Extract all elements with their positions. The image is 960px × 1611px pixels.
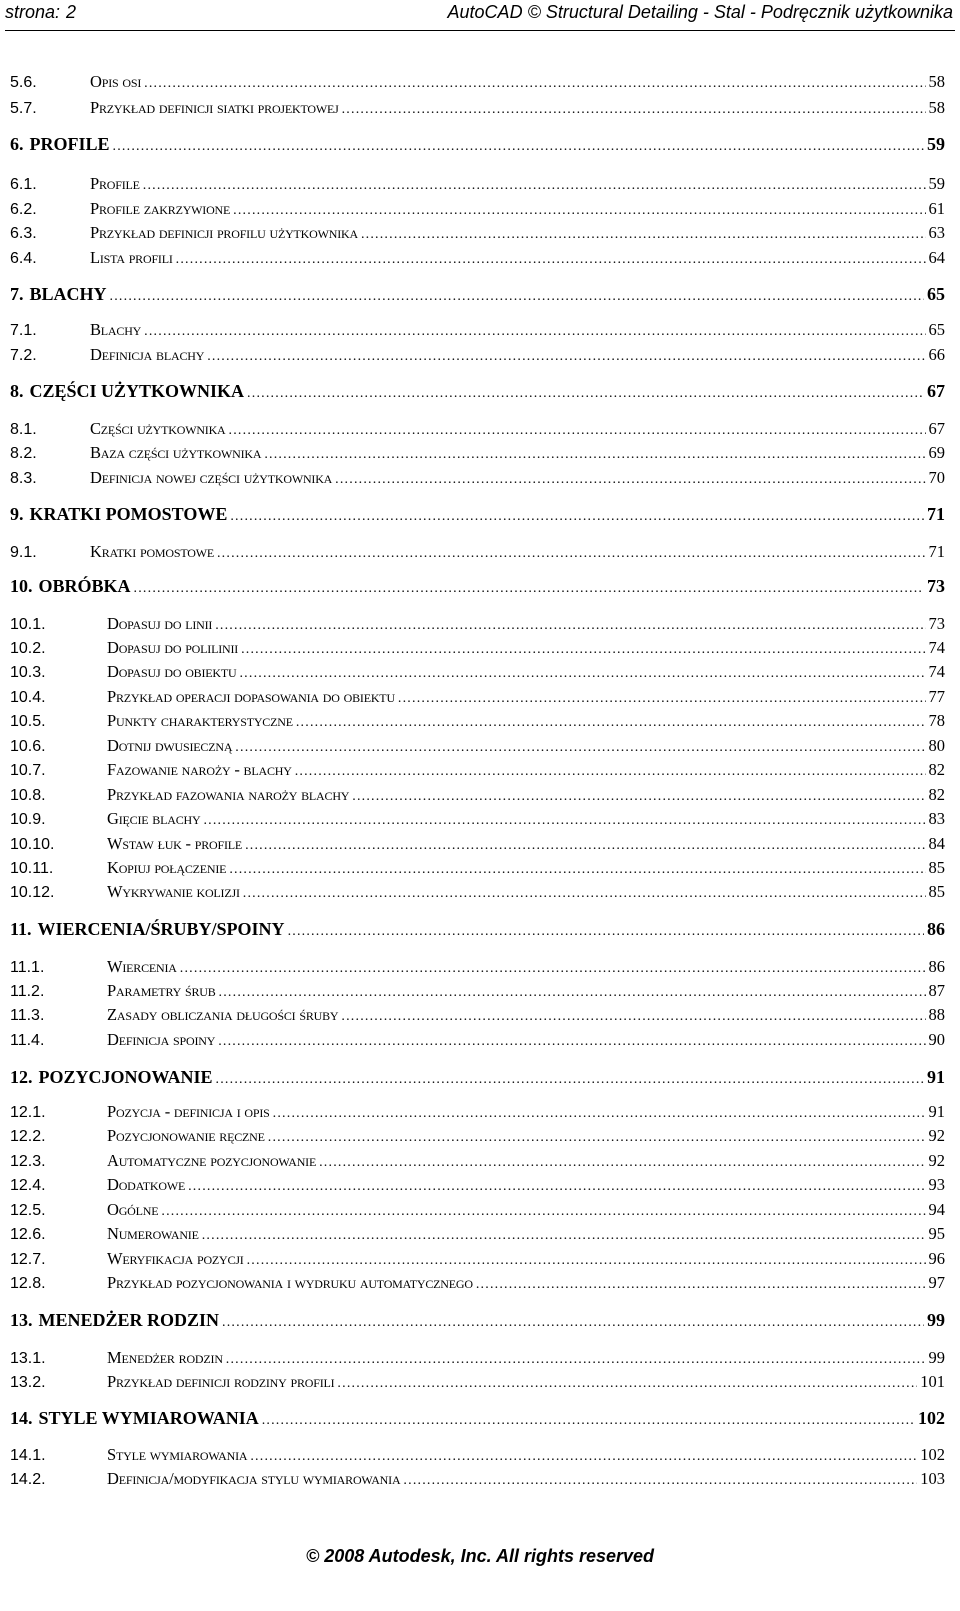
toc-entry-number: 5.6. — [10, 74, 37, 91]
toc-entry-title: Części użytkownika — [90, 419, 226, 438]
toc-entry-title: Baza części użytkownika — [90, 443, 262, 462]
toc-entry-page: 83 — [928, 809, 945, 828]
toc-entry-page: 85 — [928, 882, 945, 901]
toc-dot-leader — [207, 349, 925, 365]
toc-entry-title: Przykład definicji rodziny profili — [107, 1372, 335, 1391]
toc-section-entry[interactable] — [10, 98, 945, 118]
toc-chapter-entry[interactable] — [10, 576, 945, 597]
toc-dot-leader — [296, 715, 926, 731]
toc-entry-page: 77 — [928, 687, 945, 706]
toc-entry-number: 12.3. — [10, 1153, 46, 1170]
toc-dot-leader — [203, 813, 925, 829]
toc-entry-page: 91 — [927, 1067, 945, 1087]
toc-dot-leader — [264, 447, 925, 463]
toc-dot-leader — [403, 1473, 917, 1489]
toc-entry-title: Parametry śrub — [107, 981, 216, 1000]
page-number: 2 — [66, 2, 77, 22]
toc-entry-title: Profile zakrzywione — [90, 199, 231, 218]
toc-entry-page: 82 — [928, 785, 945, 804]
toc-dot-leader — [229, 862, 925, 878]
toc-dot-leader — [337, 1376, 917, 1392]
toc-entry-number: 6.4. — [10, 250, 37, 267]
toc-entry-number: 10.12. — [10, 884, 55, 901]
toc-entry-title: Style wymiarowania — [107, 1445, 248, 1464]
toc-section-entry[interactable] — [10, 320, 945, 340]
toc-dot-leader — [262, 1413, 915, 1429]
toc-entry-page: 85 — [928, 858, 945, 877]
toc-entry-page: 78 — [928, 711, 945, 730]
toc-entry-page: 65 — [928, 320, 945, 339]
toc-entry-number: 10.3. — [10, 664, 46, 681]
toc-entry-number: 10. — [10, 576, 33, 596]
toc-entry-number: 13.2. — [10, 1374, 46, 1391]
toc-entry-title: Dopasuj do obiektu — [107, 662, 237, 681]
toc-section-entry[interactable] — [10, 174, 945, 194]
toc-entry-number: 13. — [10, 1310, 33, 1330]
toc-chapter-entry[interactable] — [10, 134, 945, 155]
toc-section-entry[interactable] — [10, 542, 945, 562]
toc-entry-page: 90 — [928, 1030, 945, 1049]
toc-entry-title: Przykład definicji siatki projektowej — [90, 98, 339, 117]
toc-dot-leader — [218, 1034, 925, 1050]
toc-entry-number: 10.10. — [10, 836, 55, 853]
toc-entry-number: 7.2. — [10, 347, 37, 364]
toc-entry-title: Dopasuj do linii — [107, 614, 213, 633]
toc-entry-title: Automatyczne pozycjonowanie — [107, 1151, 317, 1170]
toc-section-entry[interactable] — [10, 785, 945, 805]
toc-dot-leader — [176, 252, 926, 268]
toc-entry-title: Przykład definicji profilu użytkownika — [90, 223, 358, 242]
toc-section-entry[interactable] — [10, 736, 945, 756]
toc-entry-title: Przykład pozycjonowania i wydruku automatycznego — [107, 1273, 473, 1292]
toc-entry-title: Menedżer rodzin — [107, 1348, 223, 1367]
toc-entry-page: 69 — [928, 443, 945, 462]
toc-section-entry[interactable] — [10, 1175, 945, 1195]
toc-dot-leader — [476, 1277, 926, 1293]
toc-entry-title: Kopiuj połączenie — [107, 858, 227, 877]
toc-entry-number: 7.1. — [10, 322, 37, 339]
toc-dot-leader — [188, 1179, 925, 1195]
toc-dot-leader — [226, 1352, 926, 1368]
toc-entry-number: 12.7. — [10, 1251, 46, 1268]
toc-entry-title: Profile — [90, 174, 140, 193]
toc-entry-title: Gięcie blachy — [107, 809, 201, 828]
toc-entry-page: 88 — [928, 1005, 945, 1024]
toc-entry-title: Przykład fazowania naroży blachy — [107, 785, 350, 804]
toc-entry-number: 12.8. — [10, 1275, 46, 1292]
toc-entry-page: 95 — [928, 1224, 945, 1243]
toc-chapter-entry[interactable] — [10, 919, 945, 940]
toc-entry-number: 11. — [10, 919, 32, 939]
toc-entry-title: Definicja blachy — [90, 345, 205, 364]
toc-section-entry[interactable] — [10, 858, 945, 878]
toc-entry-number: 12.5. — [10, 1202, 46, 1219]
toc-section-entry[interactable] — [10, 1348, 945, 1368]
toc-entry-page: 86 — [927, 919, 945, 939]
toc-entry-title: Opis osi — [90, 72, 142, 91]
toc-entry-title: Definicja/modyfikacja stylu wymiarowania — [107, 1469, 401, 1488]
toc-entry-page: 102 — [920, 1445, 945, 1464]
toc-dot-leader — [216, 1072, 924, 1088]
toc-chapter-entry[interactable] — [10, 1408, 945, 1429]
toc-entry-page: 73 — [928, 614, 945, 633]
toc-entry-page: 84 — [928, 834, 945, 853]
toc-section-entry[interactable] — [10, 1273, 945, 1293]
toc-dot-leader — [180, 961, 926, 977]
toc-dot-leader — [113, 139, 924, 155]
toc-entry-title: Blachy — [90, 320, 142, 339]
toc-section-entry[interactable] — [10, 72, 945, 92]
toc-entry-number: 8.3. — [10, 470, 37, 487]
toc-section-entry[interactable] — [10, 468, 945, 488]
toc-entry-title: POZYCJONOWANIE — [38, 1067, 213, 1087]
toc-dot-leader — [134, 581, 924, 597]
toc-entry-title: Ogólne — [107, 1200, 159, 1219]
toc-dot-leader — [342, 102, 926, 118]
toc-dot-leader — [143, 178, 926, 194]
toc-dot-leader — [241, 642, 925, 658]
toc-dot-leader — [235, 740, 925, 756]
toc-entry-title: Wstaw łuk - profile — [107, 834, 243, 853]
toc-entry-number: 13.1. — [10, 1350, 46, 1367]
toc-section-entry[interactable] — [10, 223, 945, 243]
toc-entry-number: 10.7. — [10, 762, 46, 779]
toc-entry-title: Dodatkowe — [107, 1175, 186, 1194]
toc-dot-leader — [229, 423, 926, 439]
toc-entry-title: Weryfikacja pozycji — [107, 1249, 244, 1268]
toc-section-entry[interactable] — [10, 1372, 945, 1392]
toc-entry-title: Punkty charakterystyczne — [107, 711, 293, 730]
toc-entry-page: 103 — [920, 1469, 945, 1488]
toc-entry-number: 9.1. — [10, 544, 37, 561]
toc-entry-page: 91 — [928, 1102, 945, 1121]
toc-entry-page: 71 — [927, 504, 945, 524]
toc-section-entry[interactable] — [10, 1200, 945, 1220]
toc-entry-number: 10.8. — [10, 787, 46, 804]
toc-entry-number: 8. — [10, 381, 24, 401]
toc-entry-page: 86 — [928, 957, 945, 976]
toc-dot-leader — [319, 1155, 925, 1171]
toc-entry-number: 12.4. — [10, 1177, 46, 1194]
toc-entry-title: MENEDŻER RODZIN — [38, 1310, 220, 1330]
toc-dot-leader — [239, 666, 925, 682]
toc-entry-number: 10.9. — [10, 811, 46, 828]
toc-dot-leader — [341, 1009, 925, 1025]
toc-section-entry[interactable] — [10, 614, 945, 634]
toc-dot-leader — [243, 886, 926, 902]
toc-entry-number: 10.6. — [10, 738, 46, 755]
toc-entry-title: Lista profili — [90, 248, 173, 267]
toc-entry-title: Pozycjonowanie ręczne — [107, 1126, 265, 1145]
toc-entry-number: 12.6. — [10, 1226, 46, 1243]
toc-section-entry[interactable] — [10, 1102, 945, 1122]
toc-entry-page: 58 — [928, 72, 945, 91]
toc-dot-leader — [233, 203, 925, 219]
toc-entry-page: 102 — [918, 1408, 945, 1428]
toc-dot-leader — [245, 838, 925, 854]
toc-entry-number: 12.2. — [10, 1128, 46, 1145]
toc-dot-leader — [268, 1130, 926, 1146]
toc-section-entry[interactable] — [10, 1469, 945, 1489]
toc-entry-page: 58 — [928, 98, 945, 117]
toc-entry-number: 11.1. — [10, 959, 45, 976]
toc-section-entry[interactable] — [10, 687, 945, 707]
toc-dot-leader — [222, 1315, 924, 1331]
toc-entry-title: Dopasuj do polilinii — [107, 638, 239, 657]
toc-chapter-entry[interactable] — [10, 1067, 945, 1088]
toc-entry-page: 94 — [928, 1200, 945, 1219]
toc-section-entry[interactable] — [10, 882, 945, 902]
toc-entry-title: CZĘŚCI UŻYTKOWNIKA — [29, 381, 245, 401]
toc-section-entry[interactable] — [10, 981, 945, 1001]
toc-entry-title: Wiercenia — [107, 957, 177, 976]
toc-dot-leader — [273, 1106, 926, 1122]
toc-section-entry[interactable] — [10, 1445, 945, 1465]
toc-entry-page: 82 — [928, 760, 945, 779]
toc-chapter-entry[interactable] — [10, 504, 945, 525]
toc-entry-number: 6. — [10, 134, 24, 154]
toc-dot-leader — [230, 509, 924, 525]
toc-entry-title: Dotnij dwusieczną — [107, 736, 233, 755]
toc-entry-title: BLACHY — [29, 284, 107, 304]
toc-chapter-entry[interactable] — [10, 381, 945, 402]
toc-entry-page: 74 — [928, 662, 945, 681]
document-title: AutoCAD © Structural Detailing - Stal - Podręcznik użytkownika — [447, 2, 953, 22]
toc-entry-number: 12.1. — [10, 1104, 46, 1121]
toc-entry-number: 8.1. — [10, 421, 37, 438]
toc-entry-title: KRATKI POMOSTOWE — [29, 504, 228, 524]
toc-entry-page: 87 — [928, 981, 945, 1000]
toc-dot-leader — [247, 386, 924, 402]
toc-dot-leader — [398, 691, 926, 707]
toc-section-entry[interactable] — [10, 1126, 945, 1146]
toc-dot-leader — [202, 1228, 926, 1244]
toc-chapter-entry[interactable] — [10, 1310, 945, 1331]
toc-chapter-entry[interactable] — [10, 284, 945, 305]
toc-dot-leader — [215, 618, 925, 634]
toc-entry-page: 93 — [928, 1175, 945, 1194]
toc-entry-page: 63 — [928, 223, 945, 242]
toc-entry-page: 101 — [920, 1372, 945, 1391]
toc-entry-title: Przykład operacji dopasowania do obiektu — [107, 687, 395, 706]
toc-entry-number: 14.2. — [10, 1471, 46, 1488]
page-label-group — [5, 2, 76, 23]
toc-section-entry[interactable] — [10, 1030, 945, 1050]
toc-section-entry[interactable] — [10, 711, 945, 731]
toc-dot-leader — [250, 1449, 917, 1465]
toc-entry-page: 61 — [928, 199, 945, 218]
toc-dot-leader — [144, 76, 925, 92]
toc-section-entry[interactable] — [10, 957, 945, 977]
toc-entry-title: Definicja nowej części użytkownika — [90, 468, 333, 487]
toc-entry-number: 14. — [10, 1408, 33, 1428]
toc-section-entry[interactable] — [10, 809, 945, 829]
toc-entry-number: 6.3. — [10, 225, 37, 242]
toc-section-entry[interactable] — [10, 443, 945, 463]
toc-entry-number: 9. — [10, 504, 24, 524]
toc-entry-number: 6.1. — [10, 176, 37, 193]
toc-section-entry[interactable] — [10, 1151, 945, 1171]
toc-entry-title: PROFILE — [29, 134, 110, 154]
toc-entry-page: 66 — [928, 345, 945, 364]
toc-section-entry[interactable] — [10, 638, 945, 658]
toc-entry-page: 67 — [927, 381, 945, 401]
toc-section-entry[interactable] — [10, 1005, 945, 1025]
page-header — [5, 0, 955, 31]
toc-entry-number: 8.2. — [10, 445, 37, 462]
toc-entry-number: 11.2. — [10, 983, 45, 1000]
toc-entry-number: 10.5. — [10, 713, 46, 730]
toc-section-entry[interactable] — [10, 662, 945, 682]
toc-dot-leader — [288, 924, 924, 940]
toc-entry-page: 97 — [928, 1273, 945, 1292]
copyright-footer: © 2008 Autodesk, Inc. All rights reserved — [305, 1546, 655, 1566]
toc-section-entry[interactable] — [10, 419, 945, 439]
toc-entry-number: 6.2. — [10, 201, 37, 218]
toc-entry-page: 71 — [928, 542, 945, 561]
toc-entry-page: 99 — [928, 1348, 945, 1367]
toc-entry-number: 10.1. — [10, 616, 46, 633]
toc-entry-page: 67 — [928, 419, 945, 438]
toc-section-entry[interactable] — [10, 1224, 945, 1244]
toc-section-entry[interactable] — [10, 1249, 945, 1269]
page-label: strona: — [5, 2, 61, 22]
toc-dot-leader — [110, 289, 924, 305]
toc-dot-leader — [161, 1204, 925, 1220]
toc-entry-number: 12. — [10, 1067, 33, 1087]
toc-entry-number: 14.1. — [10, 1447, 46, 1464]
toc-entry-page: 74 — [928, 638, 945, 657]
toc-entry-title: Numerowanie — [107, 1224, 199, 1243]
toc-section-entry[interactable] — [10, 199, 945, 219]
toc-section-entry[interactable] — [10, 248, 945, 268]
toc-entry-page: 73 — [927, 576, 945, 596]
toc-dot-leader — [335, 472, 925, 488]
toc-entry-page: 92 — [928, 1126, 945, 1145]
toc-entry-number: 11.4. — [10, 1032, 45, 1049]
toc-section-entry[interactable] — [10, 345, 945, 365]
toc-entry-title: WIERCENIA/ŚRUBY/SPOINY — [37, 919, 285, 939]
toc-entry-number: 10.11. — [10, 860, 54, 877]
toc-entry-title: Fazowanie naroży - blachy — [107, 760, 292, 779]
toc-entry-page: 65 — [927, 284, 945, 304]
toc-section-entry[interactable] — [10, 760, 945, 780]
toc-entry-page: 99 — [927, 1310, 945, 1330]
toc-entry-page: 59 — [927, 134, 945, 154]
toc-entry-title: Definicja spoiny — [107, 1030, 216, 1049]
toc-entry-page: 92 — [928, 1151, 945, 1170]
toc-entry-number: 11.3. — [10, 1007, 45, 1024]
toc-section-entry[interactable] — [10, 834, 945, 854]
toc-entry-page: 59 — [928, 174, 945, 193]
toc-entry-title: Zasady obliczania długości śruby — [107, 1005, 339, 1024]
toc-dot-leader — [247, 1253, 926, 1269]
toc-entry-number: 7. — [10, 284, 24, 304]
toc-entry-title: STYLE WYMIAROWANIA — [38, 1408, 259, 1428]
toc-entry-title: Kratki pomostowe — [90, 542, 214, 561]
toc-entry-page: 80 — [928, 736, 945, 755]
toc-dot-leader — [217, 546, 926, 562]
toc-dot-leader — [219, 985, 926, 1001]
toc-dot-leader — [295, 764, 926, 780]
toc-entry-page: 70 — [928, 468, 945, 487]
toc-dot-leader — [361, 227, 926, 243]
toc-entry-title: OBRÓBKA — [38, 576, 131, 596]
toc-entry-page: 96 — [928, 1249, 945, 1268]
toc-entry-number: 10.4. — [10, 689, 46, 706]
toc-entry-page: 64 — [928, 248, 945, 267]
toc-dot-leader — [144, 324, 925, 340]
toc-entry-title: Wykrywanie kolizji — [107, 882, 240, 901]
toc-entry-title: Pozycja - definicja i opis — [107, 1102, 270, 1121]
toc-entry-number: 5.7. — [10, 100, 37, 117]
toc-dot-leader — [352, 789, 925, 805]
toc-entry-number: 10.2. — [10, 640, 46, 657]
